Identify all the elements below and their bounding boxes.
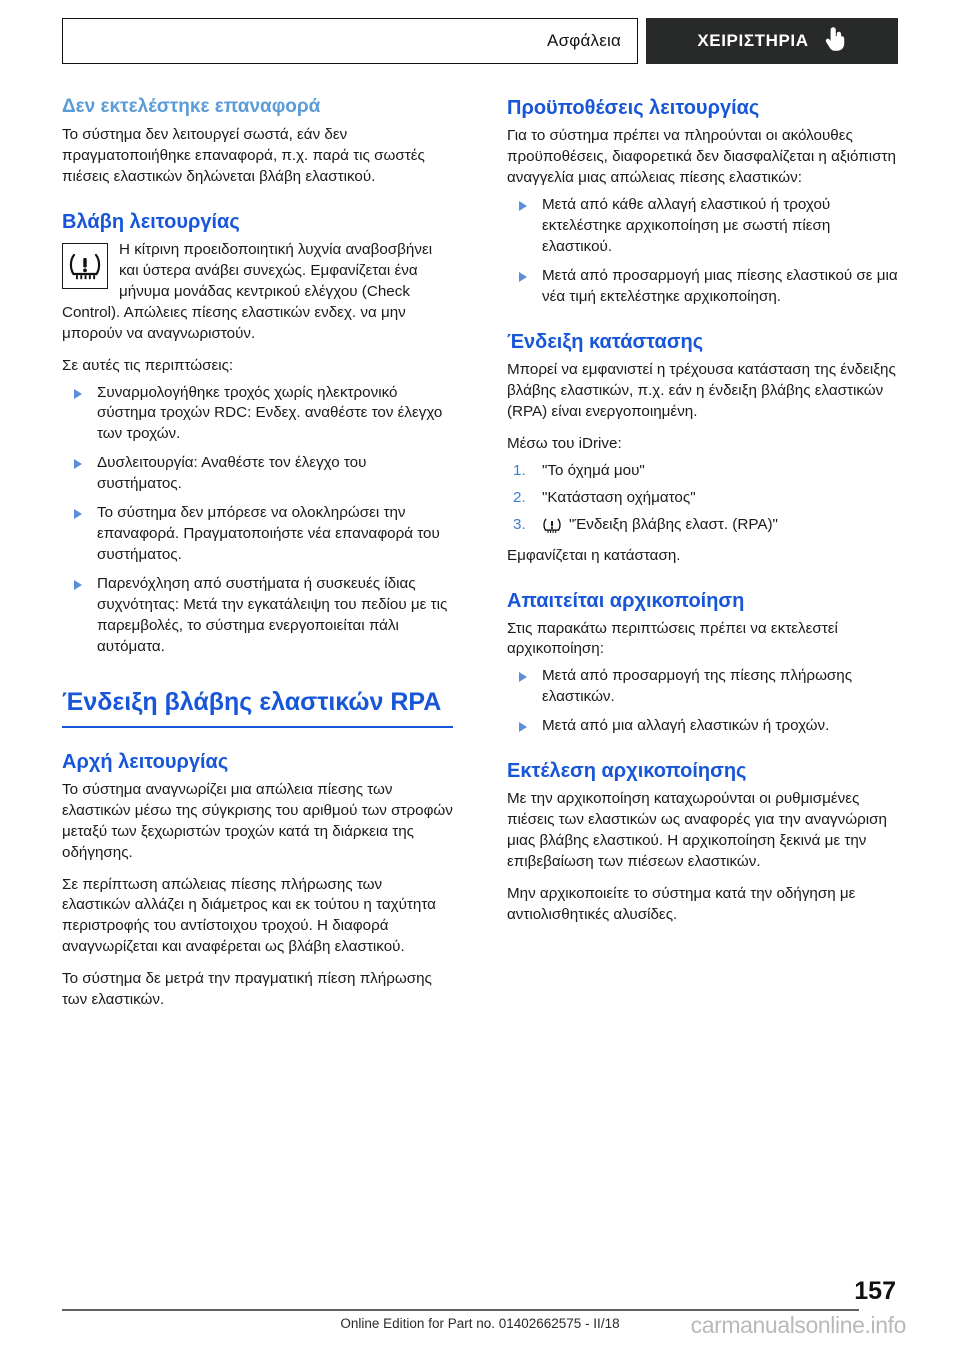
page-number: 157 [854, 1277, 896, 1305]
triangle-bullet-icon [74, 459, 82, 469]
triangle-bullet-icon [74, 389, 82, 399]
tire-pressure-warning-icon [542, 517, 562, 534]
list-item[interactable] [507, 515, 898, 536]
list-item[interactable] [507, 461, 898, 482]
triangle-bullet-icon [519, 272, 527, 282]
step-number: 2. [513, 488, 526, 506]
list-item-text: Μετά από προσαρμογή της πίεσης πλήρωσης ελαστικών. [542, 667, 853, 706]
paragraph-principle-2: Σε περίπτωση απώλειας πίεσης πλήρωσης των ελαστικών αλλάζει η διάμετρος και εκ τούτου η ταχύτητα περιστροφής του αντίστοιχου τροχού. Η διαφορά αναγνωρίζεται και αναφέρεται ως βλάβη ελαστικού. [62, 875, 436, 956]
chapter-heading-rpa: Ένδειξη βλάβης ελαστικών RPA [62, 688, 453, 728]
triangle-bullet-icon [519, 201, 527, 211]
paragraph-conditions: Για το σύστημα πρέπει να πληρούνται οι ακόλουθες προϋποθέσεις, διαφορετικά δεν διασφαλίζεται η αξιόπιστη αναγγελία μιας απώλειας πίεσης ελαστικών: [507, 127, 896, 186]
subheading-status-display: Ένδειξη κατάστασης [507, 330, 704, 353]
triangle-bullet-icon [519, 672, 527, 682]
paragraph-principle-1: Το σύστημα αναγνωρίζει μια απώλεια πίεσης των ελαστικών μέσω της σύγκρισης του αριθμού των στροφών μεταξύ των ξεχωριστών τροχών κατά τη διάρκεια της οδήγησης. [62, 780, 453, 861]
paragraph-status-1: Μπορεί να εμφανιστεί η τρέχουσα κατάσταση της ένδειξης βλάβης ελαστικών, π.χ. εάν η ένδειξη βλάβης ελαστικών (RPA) είναι ενεργοποιημένη. [507, 360, 896, 420]
page-header [62, 18, 898, 64]
pointing-hand-icon [823, 25, 847, 58]
footer-text-row [62, 1312, 906, 1340]
subheading-malfunction: Βλάβη λειτουργίας [62, 210, 240, 233]
idrive-step-list [507, 461, 898, 536]
breadcrumb-tab-safety[interactable] [62, 18, 638, 64]
page-footer [62, 1277, 906, 1340]
tire-pressure-warning-icon [62, 243, 108, 289]
chapter-tab-controls[interactable] [646, 18, 898, 64]
paragraph-status-shown: Εμφανίζεται η κατάσταση. [507, 546, 681, 564]
malfunction-block [62, 240, 453, 356]
step-text: "Κατάσταση οχήματος" [542, 488, 696, 506]
list-item-text: Το σύστημα δεν μπόρεσε να ολοκληρώσει την επαναφορά. Πραγματοποιήστε νέα επαναφορά του συστήματος. [97, 504, 440, 564]
step-number: 1. [513, 461, 526, 479]
list-item [507, 716, 898, 737]
left-column [62, 96, 453, 1022]
paragraph-perform-2: Μην αρχικοποιείτε το σύστημα κατά την οδήγηση με αντιολισθητικές αλυσίδες. [507, 885, 856, 924]
triangle-bullet-icon [519, 722, 527, 732]
list-item-text: Συναρμολογήθηκε τροχός χωρίς ηλεκτρονικό σύστημα τροχών RDC: Ενδεχ. αναθέστε τον έλεγχο των τροχών. [97, 383, 443, 443]
list-item [507, 195, 898, 258]
list-item [62, 574, 453, 658]
list-item [62, 383, 453, 446]
page-columns [62, 96, 898, 1022]
paragraph-perform-1: Με την αρχικοποίηση καταχωρούνται οι ρυθμισμένες πιέσεις των ελαστικών ως αναφορές για την αναγνώριση μιας βλάβης ελαστικού. Η αρχικοποίηση ξεκινά με την επιβεβαίωση των πιέσεων ελαστικών. [507, 790, 887, 871]
subheading-reset-not-performed: Δεν εκτελέστηκε επαναφορά [62, 96, 321, 117]
watermark-text: carmanualsonline.info [690, 1312, 906, 1338]
edition-text: Online Edition for Part no. 01402662575 - II/18 [340, 1316, 620, 1331]
footer-divider [62, 1309, 859, 1311]
step-text: "Ένδειξη βλάβης ελαστ. (RPA)" [569, 515, 778, 533]
chapter-tab-label: ΧΕΙΡΙΣΤΗΡΙΑ [697, 31, 809, 50]
step-text: "Το όχημά μου" [542, 461, 645, 479]
paragraph-via-idrive: Μέσω του iDrive: [507, 434, 622, 452]
paragraph-in-these-cases: Σε αυτές τις περιπτώσεις: [62, 356, 234, 374]
list-item [62, 503, 453, 566]
triangle-bullet-icon [74, 509, 82, 519]
paragraph-initialization-required: Στις παρακάτω περιπτώσεις πρέπει να εκτελεστεί αρχικοποίηση: [507, 619, 838, 658]
list-item-text: Μετά από μια αλλαγή ελαστικών ή τροχών. [542, 717, 830, 735]
paragraph-principle-3: Το σύστημα δε μετρά την πραγματική πίεση πλήρωσης των ελαστικών. [62, 970, 432, 1009]
conditions-bullet-list [507, 195, 898, 308]
list-item[interactable] [507, 488, 898, 509]
list-item [62, 453, 453, 495]
list-item-text: Δυσλειτουργία: Αναθέστε τον έλεγχο του συστήματος. [97, 454, 367, 493]
paragraph-reset-not-performed: Το σύστημα δεν λειτουργεί σωστά, εάν δεν πραγματοποιήθηκε επαναφορά, π.χ. παρά τις σωστές πιέσεις ελαστικών δηλώνεται βλάβη ελαστικού. [62, 125, 425, 185]
paragraph-warning-lamp: Η κίτρινη προειδοποιητική λυχνία αναβοσβήνει και ύστερα ανάβει συνεχώς. Εμφανίζεται ένα μήνυμα μονάδας κεντρικού ελέγχου (Check Control). Απώλειες πίεσης ελαστικών ενδεχ. να μην μπορούν να αναγνωριστούν. [62, 240, 433, 342]
subheading-operating-conditions: Προϋποθέσεις λειτουργίας [507, 97, 760, 119]
subheading-operating-principle: Αρχή λειτουργίας [62, 750, 229, 773]
list-item-text: Μετά από προσαρμογή μιας πίεσης ελαστικού σε μια νέα τιμή εκτελέστηκε αρχικοποίηση. [542, 266, 898, 305]
list-item-text: Παρενόχληση από συστήματα ή συσκευές ίδιας συχνότητας: Μετά την εγκατάλειψη του πεδίου με τις παρεμβολές, το σύστημα ενεργοποιείται πάλι αυτόματα. [97, 575, 448, 656]
initialization-bullet-list [507, 666, 898, 737]
list-item [507, 666, 898, 708]
malfunction-bullet-list [62, 383, 453, 659]
subheading-initialization-required: Απαιτείται αρχικοποίηση [507, 589, 745, 612]
list-item-text: Μετά από κάθε αλλαγή ελαστικού ή τροχού εκτελέστηκε αρχικοποίηση με σωστή πίεση ελαστικού. [542, 195, 831, 255]
subheading-perform-initialization: Εκτέλεση αρχικοποίησης [507, 760, 747, 783]
step-number: 3. [513, 515, 526, 533]
list-item [507, 266, 898, 308]
right-column [507, 96, 898, 1022]
triangle-bullet-icon [74, 580, 82, 590]
breadcrumb-label: Ασφάλεια [547, 31, 621, 50]
